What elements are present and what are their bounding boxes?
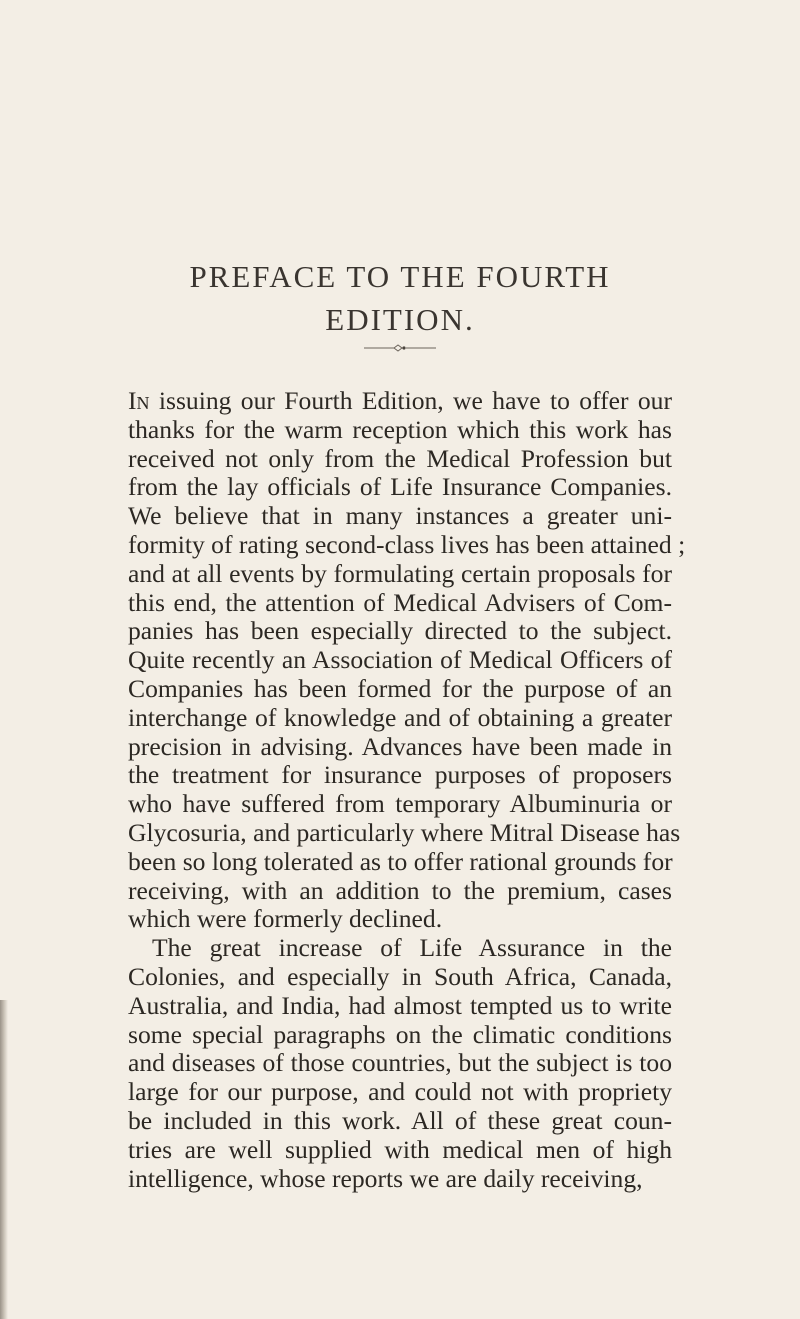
text-line bbox=[128, 387, 672, 416]
text-line: Quite recently an Association of Medical Officers of bbox=[128, 645, 672, 675]
text-line: tries are well supplied with medical men of high bbox=[128, 1134, 672, 1164]
text-line: interchange of knowledge and of obtaining a greater bbox=[128, 702, 672, 732]
text-line: who have suffered from temporary Albuminuria or bbox=[128, 789, 672, 819]
heading-line-1: PREFACE TO THE FOURTH bbox=[189, 259, 611, 294]
text-line: be included in this work. All of these great coun- bbox=[128, 1105, 672, 1135]
text-line: and diseases of those countries, but the subject is too bbox=[128, 1048, 672, 1078]
text-line: The great increase of Life Assurance in the bbox=[152, 933, 672, 963]
preface-heading bbox=[0, 255, 800, 341]
text-line: and at all events by formulating certain proposals for bbox=[128, 558, 672, 588]
text-line: formity of rating second-class lives has been attained ; bbox=[128, 529, 686, 559]
text-line: the treatment for insurance purposes of proposers bbox=[128, 760, 672, 790]
ornament-divider-icon bbox=[360, 343, 440, 353]
text-line: Colonies, and especially in South Africa, Canada, bbox=[128, 961, 672, 991]
text-line: from the lay officials of Life Insurance Companies. bbox=[128, 472, 672, 502]
text-line: been so long tolerated as to offer rational grounds for bbox=[128, 846, 673, 876]
text-line: large for our purpose, and could not with propriety bbox=[128, 1077, 672, 1107]
text-line: Companies has been formed for the purpose of an bbox=[128, 673, 672, 703]
text-line: receiving, with an addition to the premium, cases bbox=[128, 875, 672, 905]
page-edge-shadow bbox=[0, 1000, 8, 1319]
text-line: intelligence, whose reports we are daily receiving, bbox=[128, 1163, 643, 1193]
text-line: Glycosuria, and particularly where Mitral Disease has bbox=[128, 817, 681, 847]
text-line: precision in advising. Advances have been made in bbox=[128, 731, 672, 761]
text-line: panies has been especially directed to the subject. bbox=[128, 616, 672, 646]
text-line: Australia, and India, had almost tempted us to write bbox=[128, 990, 672, 1020]
preface-body bbox=[128, 386, 686, 1193]
text-line-rest: issuing our Fourth Edition, we have to offer our bbox=[149, 386, 672, 415]
text-line: received not only from the Medical Profession but bbox=[128, 443, 672, 473]
heading-line-2: EDITION. bbox=[325, 302, 475, 337]
text-line: some special paragraphs on the climatic conditions bbox=[128, 1019, 672, 1049]
text-line: which were formerly declined. bbox=[128, 904, 443, 934]
text-line: thanks for the warm reception which this work has bbox=[128, 414, 672, 444]
text-line: We believe that in many instances a greater uni- bbox=[128, 501, 672, 531]
text-line: this end, the attention of Medical Advisers of Com- bbox=[128, 587, 672, 617]
lead-word: In bbox=[128, 386, 150, 415]
